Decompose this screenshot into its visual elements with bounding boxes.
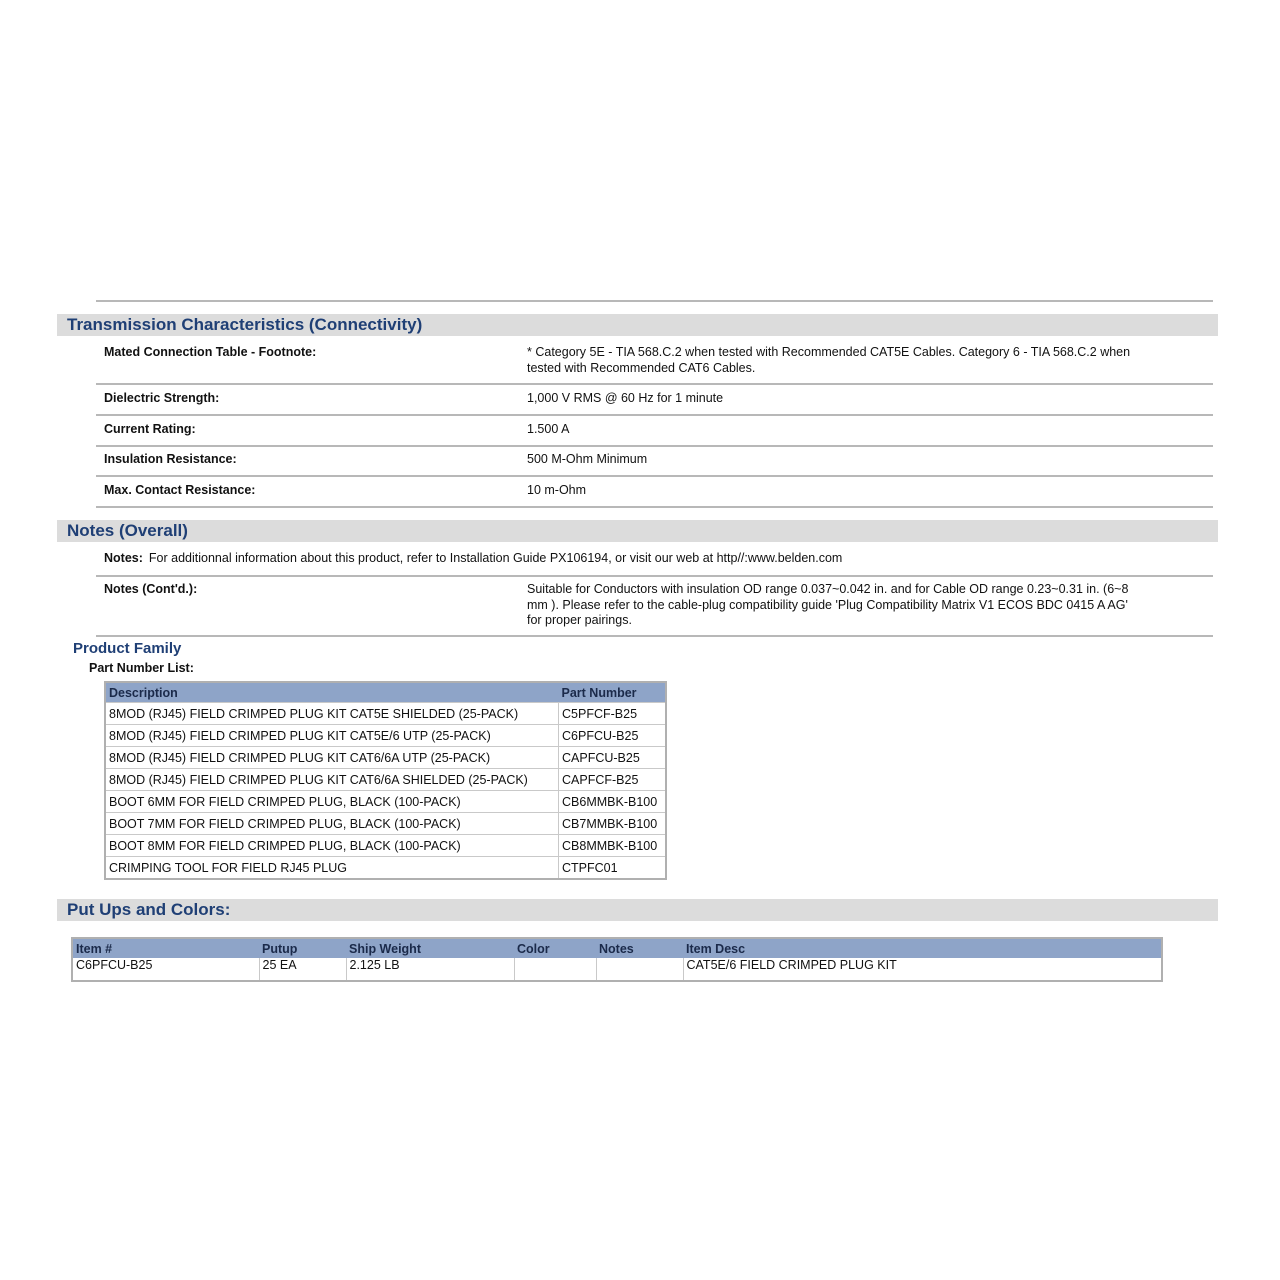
part-number-cell: CB6MMBK-B100 bbox=[559, 791, 667, 813]
part-number-cell: CB8MMBK-B100 bbox=[559, 835, 667, 857]
column-header-putup: Putup bbox=[259, 938, 346, 958]
column-header-item-desc: Item Desc bbox=[683, 938, 1162, 958]
part-number-list-label: Part Number List: bbox=[89, 661, 194, 675]
description-cell: BOOT 8MM FOR FIELD CRIMPED PLUG, BLACK (100-PACK) bbox=[105, 835, 559, 857]
column-header-description: Description bbox=[105, 682, 559, 703]
section-title-notes: Notes (Overall) bbox=[67, 521, 188, 540]
table-row bbox=[105, 769, 666, 791]
section-title-transmission: Transmission Characteristics (Connectivity) bbox=[67, 315, 423, 334]
part-number-cell: CTPFC01 bbox=[559, 857, 667, 880]
notes-value: For additionnal information about this product, refer to Installation Guide PX106194, or visit our web at http//:www.belden.com bbox=[148, 551, 843, 565]
spec-label-dielectric: Dielectric Strength: bbox=[104, 391, 220, 405]
spec-label-current-rating: Current Rating: bbox=[104, 422, 196, 436]
column-header-notes: Notes bbox=[596, 938, 683, 958]
product-family-title: Product Family bbox=[73, 640, 182, 657]
table-header-row bbox=[72, 938, 1162, 958]
spec-value-dielectric: 1,000 V RMS @ 60 Hz for 1 minute bbox=[527, 391, 724, 405]
notes-label: Notes: bbox=[104, 551, 143, 565]
divider bbox=[96, 575, 1213, 577]
section-title-putups: Put Ups and Colors: bbox=[67, 900, 231, 919]
description-cell: 8MOD (RJ45) FIELD CRIMPED PLUG KIT CAT5E SHIELDED (25-PACK) bbox=[105, 703, 559, 725]
color-cell bbox=[514, 958, 596, 981]
divider bbox=[96, 414, 1213, 416]
putups-table bbox=[71, 937, 1163, 982]
spec-label-insulation: Insulation Resistance: bbox=[104, 452, 237, 466]
notes-cell bbox=[596, 958, 683, 981]
table-row bbox=[105, 791, 666, 813]
spec-value-insulation: 500 M-Ohm Minimum bbox=[527, 452, 648, 466]
item-desc-cell: CAT5E/6 FIELD CRIMPED PLUG KIT bbox=[683, 958, 1162, 981]
table-row bbox=[72, 958, 1162, 981]
spec-value-current-rating: 1.500 A bbox=[527, 422, 570, 436]
column-header-ship-weight: Ship Weight bbox=[346, 938, 514, 958]
divider bbox=[96, 383, 1213, 385]
part-number-table bbox=[104, 681, 667, 880]
column-header-part-number: Part Number bbox=[559, 682, 667, 703]
item-cell: C6PFCU-B25 bbox=[76, 958, 153, 972]
description-cell: BOOT 6MM FOR FIELD CRIMPED PLUG, BLACK (100-PACK) bbox=[105, 791, 559, 813]
spec-value-contact-resistance: 10 m-Ohm bbox=[527, 483, 587, 497]
description-cell: CRIMPING TOOL FOR FIELD RJ45 PLUG bbox=[105, 857, 559, 880]
section-header-notes bbox=[57, 520, 1218, 542]
table-row bbox=[105, 813, 666, 835]
table-row bbox=[105, 747, 666, 769]
description-cell: 8MOD (RJ45) FIELD CRIMPED PLUG KIT CAT6/6A SHIELDED (25-PACK) bbox=[105, 769, 559, 791]
spec-label-mated-footnote: Mated Connection Table - Footnote: bbox=[104, 345, 317, 359]
section-header-putups bbox=[57, 899, 1218, 921]
putup-cell: 25 EA bbox=[259, 958, 346, 981]
description-cell: BOOT 7MM FOR FIELD CRIMPED PLUG, BLACK (100-PACK) bbox=[105, 813, 559, 835]
part-number-cell: CAPFCF-B25 bbox=[559, 769, 667, 791]
part-number-cell: C5PFCF-B25 bbox=[559, 703, 667, 725]
table-header-row bbox=[105, 682, 666, 703]
divider bbox=[96, 475, 1213, 477]
column-header-item: Item # bbox=[72, 938, 259, 958]
divider bbox=[96, 635, 1213, 637]
divider-top bbox=[96, 300, 1213, 302]
spec-label-contact-resistance: Max. Contact Resistance: bbox=[104, 483, 256, 497]
part-number-cell: CB7MMBK-B100 bbox=[559, 813, 667, 835]
description-cell: 8MOD (RJ45) FIELD CRIMPED PLUG KIT CAT5E/6 UTP (25-PACK) bbox=[105, 725, 559, 747]
part-number-cell: C6PFCU-B25 bbox=[559, 725, 667, 747]
table-row bbox=[105, 725, 666, 747]
description-cell: 8MOD (RJ45) FIELD CRIMPED PLUG KIT CAT6/6A UTP (25-PACK) bbox=[105, 747, 559, 769]
divider bbox=[96, 445, 1213, 447]
part-number-cell: CAPFCU-B25 bbox=[559, 747, 667, 769]
column-header-color: Color bbox=[514, 938, 596, 958]
notes-contd-label: Notes (Cont'd.): bbox=[104, 582, 198, 596]
table-row bbox=[105, 835, 666, 857]
notes-contd-value: Suitable for Conductors with insulation OD range 0.037~0.042 in. and for Cable OD range 0.23~0.31 in. (6~8 mm ). Please refer to the cable-plug compatibility guide 'Plug Compatibility Matrix V1 ECOS BDC 0415 A AG' for proper pairings. bbox=[527, 582, 1129, 627]
divider bbox=[96, 506, 1213, 508]
spec-value-mated-footnote: * Category 5E - TIA 568.C.2 when tested with Recommended CAT5E Cables. Category 6 - TIA 568.C.2 when tested with Recommended CAT6 Cables. bbox=[527, 345, 1131, 375]
notes-row bbox=[104, 551, 842, 565]
section-header-transmission bbox=[57, 314, 1218, 336]
ship-weight-cell: 2.125 LB bbox=[346, 958, 514, 981]
table-row bbox=[105, 703, 666, 725]
table-row bbox=[105, 857, 666, 880]
